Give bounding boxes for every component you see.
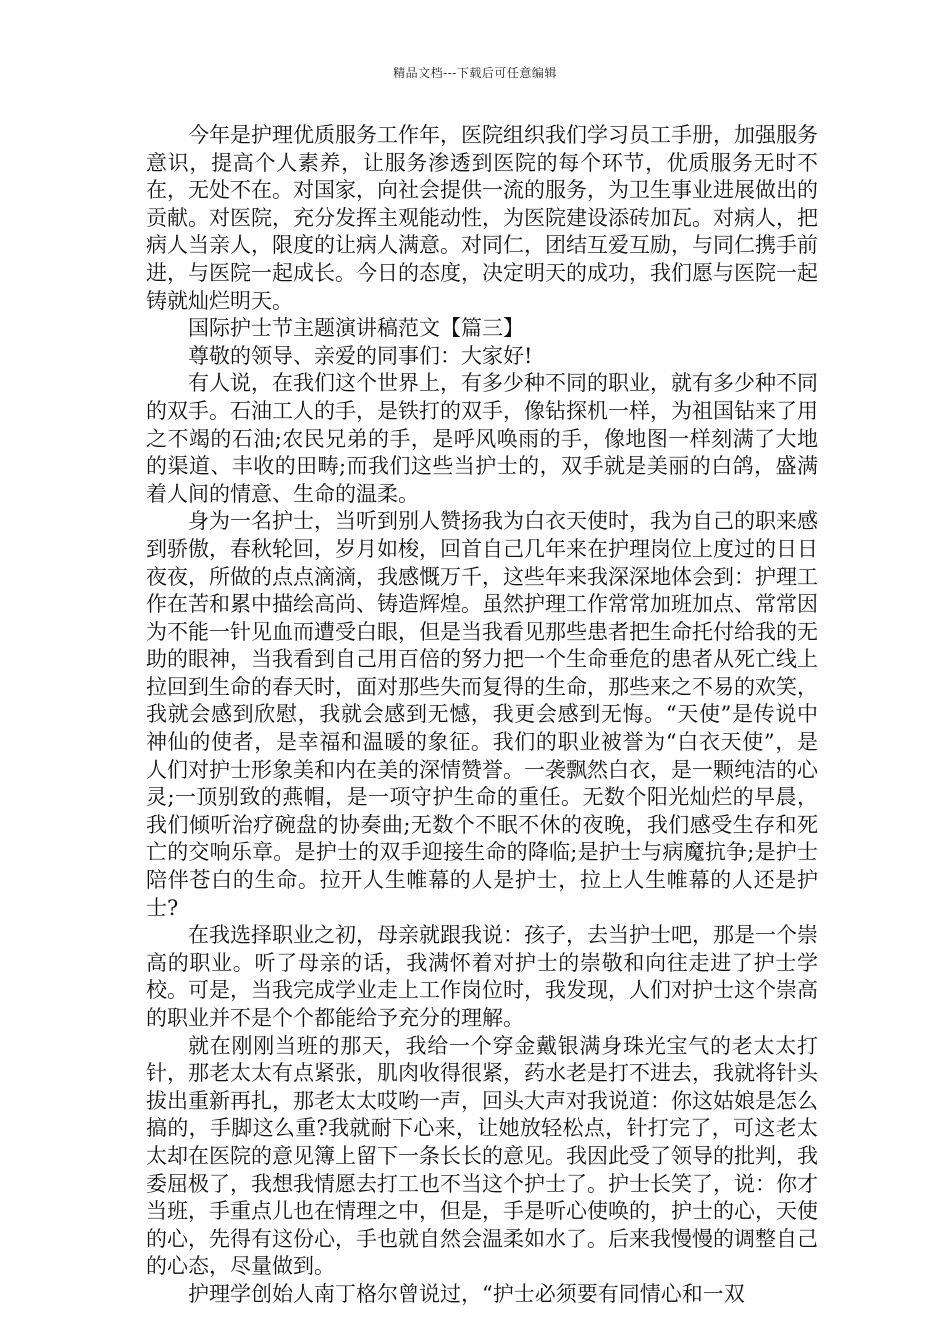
paragraph-hands: 有人说，在我们这个世界上，有多少种不同的职业，就有多少种不同的双手。石油工人的手，是铁打的双手，像钻探机一样，为祖国钻来了用之不竭的石油;农民兄弟的手，是呼风唤雨的手，像地图一样刻满了大地的渠道、丰收的田畴;而我们这些当护士的，双手就是美丽的白鸽，盛满着人间的情意、生命的温柔。 (146, 371, 818, 506)
paragraph-first-shift: 就在刚刚当班的那天，我给一个穿金戴银满身珠光宝气的老太太打针，那老太太有点紧张，肌肉收得很紧，药水老是打不进去，我就将针头拔出重新再扎，那老太太哎哟一声，回头大声对我说道：你这姑娘是怎么搞的，手脚这么重?我就耐下心来，让她放轻松点，针打完了，可这老太太却在医院的意见簿上留下一条长长的意见。我因此受了领导的批判，我委屈极了，我想我情愿去打工也不当这个护士了。护士长笑了，说：你才当班，手重点儿也在情理之中，但是，手是听心使唤的，护士的心，天使的心，先得有这份心，手也就自然会温柔如水了。后来我慢慢的调整自己的心态，尽量做到。 (146, 1033, 818, 1279)
paragraph-nurse-pride: 身为一名护士，当听到别人赞扬我为白衣天使时，我为自己的职来感到骄傲，春秋轮回，岁月如梭，回首自己几年来在护理岗位上度过的日日夜夜，所做的点点滴滴，我感慨万千，这些年来我深深地体会到：护理工作在苦和累中描绘高尚、铸造辉煌。虽然护理工作常常加班加点、常常因为不能一针见血而遭受白眼，但是当我看见那些患者把生命托付给我的无助的眼神，当我看到自己用百倍的努力把一个生命垂危的患者从死亡线上拉回到生命的春天时，面对那些失而复得的生命，那些来之不易的欢笑，我就会感到欣慰，我就会感到无憾，我更会感到无悔。“天使”是传说中神仙的使者，是幸福和温暖的象征。我们的职业被誉为“白衣天使”，是人们对护士形象美和内在美的深情赞誉。一袭飘然白衣，是一颗纯洁的心灵;一顶别致的燕帽，是一项守护生命的重任。无数个阳光灿烂的早晨，我们倾听治疗碗盘的协奏曲;无数个不眠不休的夜晚，我们感受生存和死亡的交响乐章。是护士的双手迎接生命的降临;是护士与病魔抗争;是护士陪伴苍白的生命。拉开人生帷幕的人是护士，拉上人生帷幕的人还是护士? (146, 509, 818, 920)
paragraph-greeting: 尊敬的领导、亲爱的同事们：大家好! (188, 343, 533, 368)
paragraph-intro: 今年是护理优质服务工作年，医院组织我们学习员工手册，加强服务意识，提高个人素养，让服务渗透到医院的每个环节，优质服务无时不在，无处不在。对国家，向社会提供一流的服务，为卫生事业进展做出的贡献。对医院，充分发挥主观能动性，为医院建设添砖加瓦。对病人，把病人当亲人，限度的让病人满意。对同仁，团结互爱互励，与同仁携手前进，与医院一起成长。今日的态度，决定明天的成功，我们愿与医院一起铸就灿烂明天。 (146, 123, 818, 313)
page-header: 精品文档---下载后可任意编辑 (393, 66, 557, 80)
document-body (146, 122, 818, 1309)
section-heading: 国际护士节主题演讲稿范文【篇三】 (188, 316, 524, 341)
paragraph-nightingale: 护理学创始人南丁格尔曾说过，“护士必须要有同情心和一双 (188, 1281, 745, 1306)
paragraph-career-choice: 在我选择职业之初，母亲就跟我说：孩子，去当护士吧，那是一个崇高的职业。听了母亲的话，我满怀着对护士的崇敬和向往走进了护士学校。可是，当我完成学业走上工作岗位时，我发现，人们对护士这个崇高的职业并不是个个都能给予充分的理解。 (146, 923, 818, 1030)
